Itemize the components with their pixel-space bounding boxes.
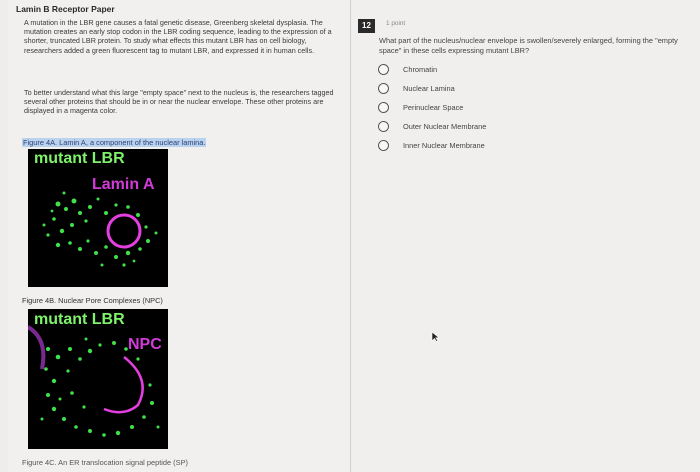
figure-4a-magenta-label: Lamin A <box>92 176 155 193</box>
answer-option-label: Inner Nuclear Membrane <box>403 141 485 150</box>
figure-4b-caption: Figure 4B. Nuclear Pore Complexes (NPC) <box>22 296 163 305</box>
figure-4a-micrograph <box>28 149 168 287</box>
figure-4b-green-label: mutant LBR <box>34 311 125 328</box>
answer-option-label: Chromatin <box>403 65 438 74</box>
question-number-badge: 12 <box>358 19 375 33</box>
answer-option-label: Nuclear Lamina <box>403 84 455 93</box>
question-text: What part of the nucleus/nuclear envelope is swollen/severely enlarged, forming the "empty space" in these cells expressing mutant LBR? <box>379 36 678 55</box>
figure-4b-micrograph <box>28 309 168 449</box>
answer-option-label: Outer Nuclear Membrane <box>403 122 487 131</box>
figure-4b-magenta-label: NPC <box>128 336 162 353</box>
figure-4a-green-label: mutant LBR <box>34 150 125 167</box>
mouse-cursor-icon <box>431 331 440 342</box>
paper-method-paragraph: To better understand what this large "empty space" next to the nucleus is, the researchers tagged several other proteins that should be in or near the nuclear envelope. These other proteins are displayed in a magenta color. <box>24 88 334 116</box>
figure-4a-image <box>28 149 168 287</box>
figure-4a-caption: Figure 4A. Lamin A, a component of the nuclear lamina. <box>23 138 206 147</box>
question-points: 1 point <box>386 20 406 27</box>
paper-intro-paragraph: A mutation in the LBR gene causes a fatal genetic disease, Greenberg skeletal dysplasia. The mutation creates an early stop codon in the LBR coding sequence, leading to the expression of a shorter, truncated LBR protein. To study what effects this mutant LBR has on cell biology, researchers added a green fluorescent tag to mutant LBR, and expressed it in human cells. <box>24 18 332 55</box>
figure-4c-caption: Figure 4C. An ER translocation signal peptide (SP) <box>22 458 188 467</box>
paper-title: Lamin B Receptor Paper <box>16 4 115 14</box>
radio-button[interactable] <box>378 83 389 94</box>
radio-button[interactable] <box>378 64 389 75</box>
radio-button[interactable] <box>378 140 389 151</box>
radio-button[interactable] <box>378 121 389 132</box>
radio-button[interactable] <box>378 102 389 113</box>
figure-4b-image <box>28 309 168 449</box>
answer-option-label: Perinuclear Space <box>403 103 464 112</box>
